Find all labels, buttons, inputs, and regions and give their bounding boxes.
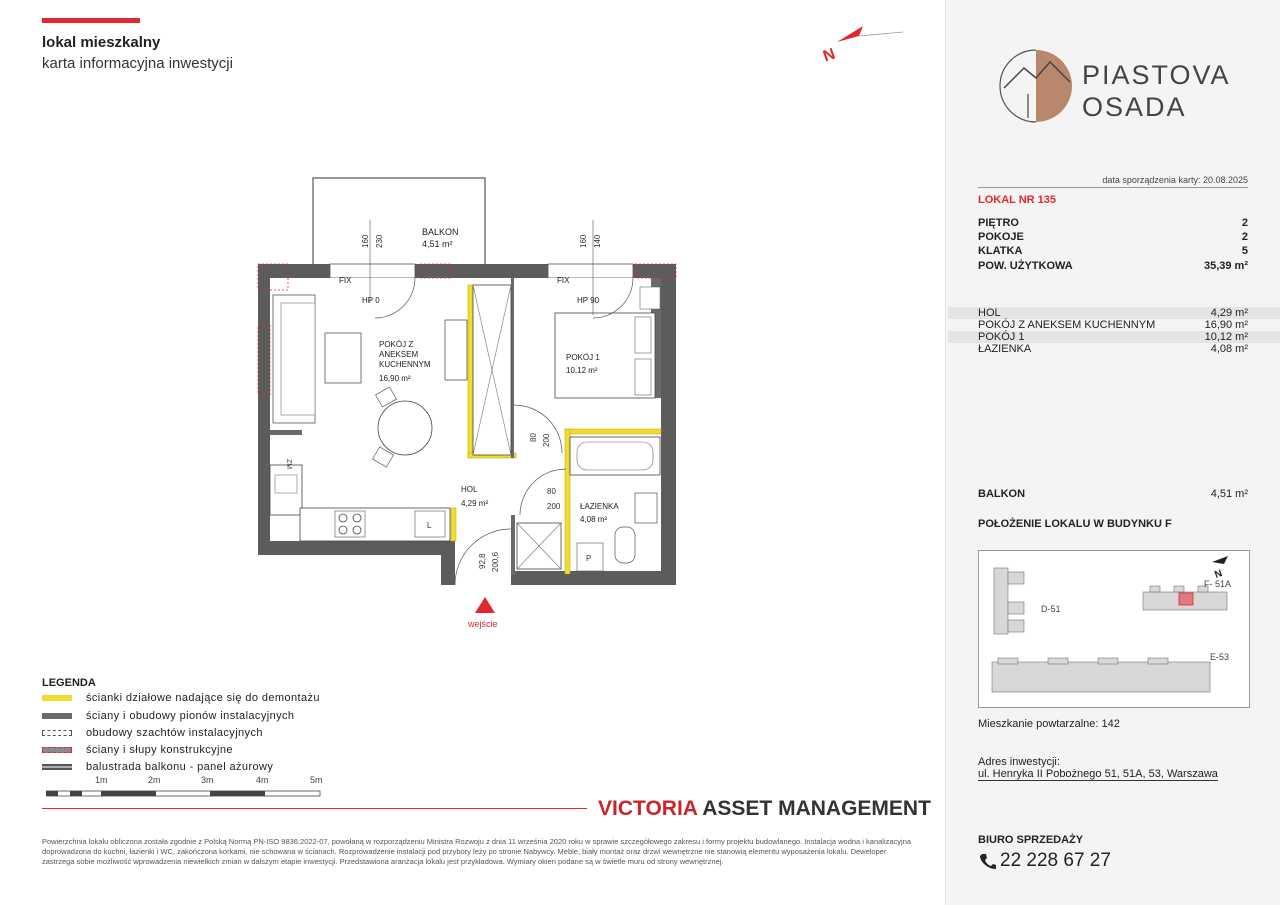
- legend-item-structural: ściany i słupy konstrukcyjne: [42, 744, 233, 756]
- scale-1m: 1m: [95, 775, 108, 785]
- brand-name-line2: OSADA: [1082, 92, 1187, 122]
- spec-rooms: POKOJE 2: [978, 231, 1248, 243]
- dim-140: 140: [593, 234, 602, 248]
- living-label-1: POKÓJ Z: [379, 340, 414, 349]
- fix-right: FIX: [557, 276, 570, 285]
- developer-logo: VICTORIA ASSET MANAGEMENT: [598, 797, 931, 820]
- phone-icon: [978, 852, 996, 870]
- spec-area: POW. UŻYTKOWA 35,39 m²: [978, 260, 1248, 272]
- tv-stand: [445, 320, 467, 380]
- address-value: ul. Henryka II Pobożnego 51, 51A, 53, Warszawa: [978, 768, 1218, 780]
- entrance-label: wejście: [468, 619, 498, 629]
- bathroom-label: ŁAZIENKA: [580, 502, 619, 511]
- unit-highlight: [1179, 593, 1193, 605]
- north-arrow: [815, 22, 910, 67]
- room-row-bathroom: ŁAZIENKA 4,08 m²: [978, 343, 1248, 355]
- brand-logo-icon: [998, 48, 1074, 124]
- north-label: N: [820, 45, 838, 66]
- label-f51a: F- 51A: [1204, 579, 1232, 589]
- card-date: data sporządzenia karty: 20.08.2025: [1102, 175, 1248, 185]
- label-e53: E-53: [1210, 652, 1230, 662]
- living-area: 16,90 m²: [379, 374, 411, 383]
- hall-area: 4,29 m²: [461, 499, 489, 508]
- sales-phone[interactable]: 22 228 67 27: [1000, 850, 1111, 871]
- washbasin: [635, 493, 657, 523]
- address-label: Adres inwestycji:: [978, 756, 1060, 768]
- door-2006: 200,6: [491, 551, 500, 572]
- scale-5m: 5m: [310, 775, 323, 785]
- washer-label: ZM: [285, 459, 292, 470]
- living-label-2: ANEKSEM: [379, 350, 419, 359]
- floor-plan: [255, 175, 685, 635]
- building-e53: [992, 658, 1210, 692]
- legend-item-installation-walls: ściany i obudowy pionów instalacyjnych: [42, 710, 294, 722]
- location-title: POŁOŻENIE LOKALU W BUDYNKU F: [978, 518, 1172, 530]
- room-row-living: POKÓJ Z ANEKSEM KUCHENNYM 16,90 m²: [978, 319, 1248, 331]
- fix-left: FIX: [339, 276, 352, 285]
- hp90-label: HP 90: [577, 296, 600, 305]
- sink-label: L: [427, 521, 432, 530]
- balcony-label: BALKON: [422, 227, 459, 237]
- hall-label: HOL: [461, 485, 478, 494]
- legend-item-shafts: obudowy szachtów instalacyjnych: [42, 727, 263, 739]
- toilet: [615, 527, 635, 563]
- scale-3m: 3m: [201, 775, 214, 785]
- legend-title: LEGENDA: [42, 677, 96, 689]
- legend-item-demountable: ścianki działowe nadające się do demontażu: [42, 692, 320, 704]
- dim-230: 230: [375, 234, 384, 248]
- room-row-hall: HOL 4,29 m²: [948, 307, 1280, 319]
- balcony-area: 4,51 m²: [422, 239, 453, 249]
- dining-table: [378, 401, 432, 455]
- bedroom-label: POKÓJ 1: [566, 353, 600, 362]
- door-928: 92,8: [478, 553, 487, 569]
- site-map: [978, 550, 1250, 708]
- repeat-count: Mieszkanie powtarzalne: 142: [978, 718, 1120, 730]
- scale-bar: [46, 789, 326, 799]
- hp0-label: HP 0: [362, 296, 380, 305]
- scale-2m: 2m: [148, 775, 161, 785]
- bedroom-area: 10,12 m²: [566, 366, 598, 375]
- legend-swatch-white: [42, 730, 72, 736]
- bathroom-area: 4,08 m²: [580, 515, 608, 524]
- footer-divider: [42, 808, 587, 809]
- dim-160a: 160: [361, 234, 370, 248]
- north-arrow-line: [859, 32, 903, 36]
- label-d51: D-51: [1041, 604, 1061, 614]
- living-label-3: KUCHENNYM: [379, 360, 431, 369]
- coffee-table: [325, 333, 361, 383]
- door-80a: 80: [529, 433, 538, 442]
- header-accent-bar: [42, 18, 140, 23]
- spec-staircase: KLATKA 5: [978, 245, 1248, 257]
- stove: [335, 511, 365, 537]
- footer-disclaimer: Powierzchnia lokalu obliczona została zgodnie z Polską Normą PN-ISO 9836:2022-07, powołaną w rozporządzeniu Ministra Rozwoju z dnia 11 września 2020 roku w sprawie szczegółowego zakresu i formy projektu budowlanego. Instalacja wodna i kanalizacyjna doprowadzona do kuchni, łazienki i WC, zakończona korkami, nie schowana w ścianach. Rozprowadzenie instalacji pod przybory leży po stronie Nabywcy. Meble, biały montaż oraz drzwi wewnętrzne nie stanowią elementu wyposażenia lokalu. Deweloper zastrzega sobie możliwość wprowadzenia niewielkich zmian w dalszym etapie inwestycji. Przedstawiona aranżacja lokalu jest przykładowa. Wymiary okien podane są w świetle muru od strony wewnętrznej.: [42, 837, 912, 866]
- legend-swatch-structural: [42, 747, 72, 753]
- sidebar-divider: [978, 187, 1248, 188]
- dim-160b: 160: [579, 234, 588, 248]
- door-200b: 200: [547, 502, 561, 511]
- scale-4m: 4m: [256, 775, 269, 785]
- balcony-row: BALKON 4,51 m²: [978, 488, 1248, 500]
- north-arrow-head: [837, 26, 863, 42]
- spec-floor: PIĘTRO 2: [978, 217, 1248, 229]
- brand-name-line1: PIASTOVA: [1082, 60, 1231, 90]
- balcony-outline: [313, 178, 485, 266]
- page-subtitle: karta informacyjna inwestycji: [42, 55, 233, 72]
- legend-item-balustrade: balustrada balkonu - panel ażurowy: [42, 761, 273, 773]
- entrance-arrow: [475, 597, 495, 613]
- washer-p-label: P: [586, 554, 592, 563]
- sales-label: BIURO SPRZEDAŻY: [978, 834, 1084, 846]
- legend-swatch-yellow: [42, 695, 72, 701]
- legend-swatch-balustrade: [42, 764, 72, 770]
- unit-title: LOKAL NR 135: [978, 194, 1057, 206]
- page-title: lokal mieszkalny: [42, 34, 161, 51]
- door-200a: 200: [542, 433, 551, 447]
- site-north-label: N: [1213, 568, 1224, 581]
- legend-swatch-dark: [42, 713, 72, 719]
- room-row-bedroom: POKÓJ 1 10,12 m²: [948, 331, 1280, 343]
- door-80b: 80: [547, 487, 556, 496]
